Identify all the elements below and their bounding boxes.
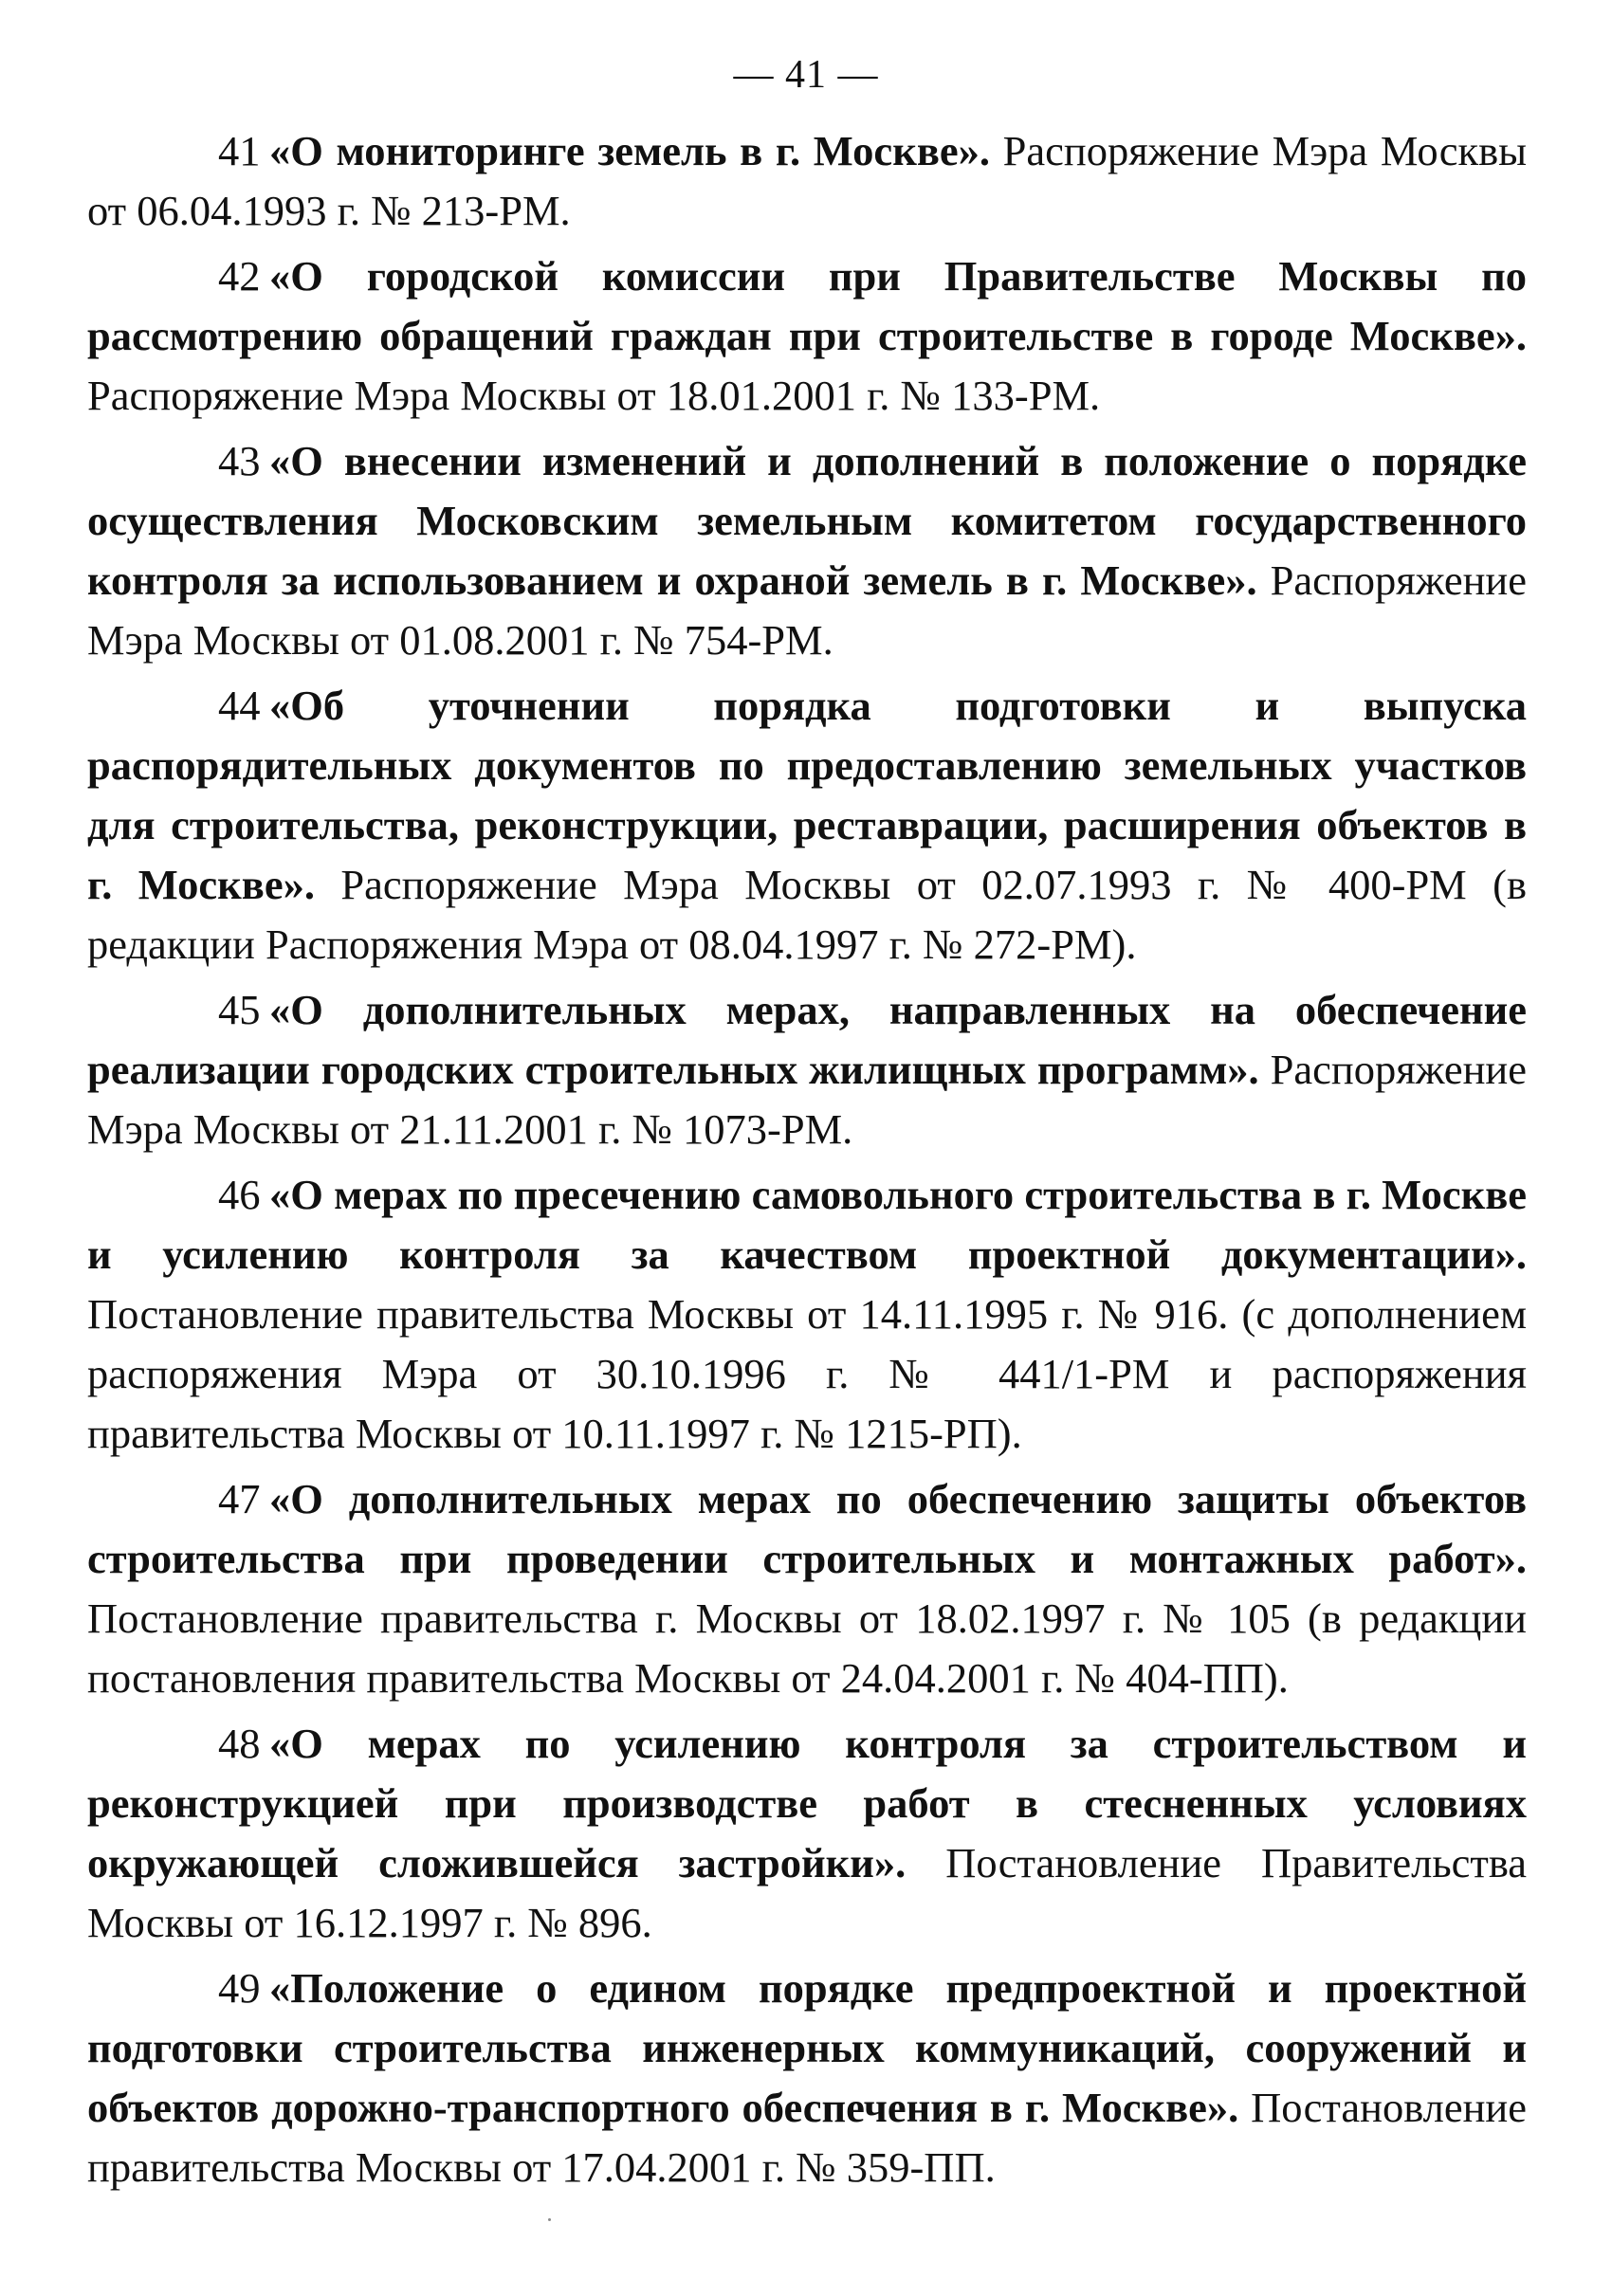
entry-number: 48 (218, 1720, 261, 1767)
entry-number: 43 (218, 437, 261, 484)
entry-title: «О мерах по усилению контроля за строительством и реконструкцией при производстве работ в стесненных условиях окружающей сложившейся застройки». (87, 1720, 1527, 1886)
entry-source: Распоряжение Мэра Москвы от 06.04.1993 г. № 213-РМ. (87, 127, 1528, 234)
list-item (87, 246, 1527, 426)
entry-title: «О дополнительных мерах, направленных на обеспечение реализации городских строительных жилищных программ». (87, 986, 1527, 1093)
scan-speck (548, 2218, 551, 2221)
entry-title: «Об уточнении порядка подготовки и выпуска распорядительных документов по предоставлению земельных участков для строительства, реконструкции, реставрации, расширения объектов в г. Москве». (87, 682, 1527, 908)
entry-source: Распоряжение Мэра Москвы от 01.08.2001 г. № 754-РМ. (87, 556, 1527, 664)
entry-source: Распоряжение Мэра Москвы от 18.01.2001 г. № 133-РМ. (87, 372, 1101, 419)
list-item (87, 1469, 1527, 1708)
entry-source: Постановление правительства Москвы от 17.04.2001 г. № 359-ПП. (87, 2084, 1527, 2191)
entry-source: Распоряжение Мэра Москвы от 21.11.2001 г. № 1073-РМ. (87, 1046, 1527, 1153)
list-item (87, 676, 1527, 975)
page-number: — 41 — (733, 53, 879, 97)
entry-number: 42 (218, 252, 261, 300)
list-item (87, 1165, 1527, 1464)
list-item (87, 980, 1527, 1159)
entry-title: «О мониторинге земель в г. Москве». (269, 127, 990, 174)
entry-source: Распоряжение Мэра Москвы от 02.07.1993 г. № 400-РМ (в редакции Распоряжения Мэра от 08.04.1997 г. № 272-РМ). (87, 861, 1528, 968)
entry-title: «О дополнительных мерах по обеспечению защиты объектов строительства при проведении строительных и монтажных работ». (87, 1475, 1527, 1582)
entry-source: Постановление правительства г. Москвы от 18.02.1997 г. № 105 (в редакции постановления правительства Москвы от 24.04.2001 г. № 404-ПП). (87, 1594, 1527, 1702)
list-item (87, 1959, 1527, 2197)
list-item (87, 1714, 1527, 1953)
list-item (87, 431, 1527, 670)
entry-source: Постановление правительства Москвы от 14.11.1995 г. № 916. (с дополнением распоряжения Мэра от 30.10.1996 г. № 441/1-РМ и распоряжения правительства Москвы от 10.11.1997 г. № 1215-РП). (87, 1290, 1527, 1457)
list-item (87, 121, 1527, 241)
entry-title: «О городской комиссии при Правительстве Москвы по рассмотрению обращений граждан при строительстве в городе Москве». (87, 252, 1527, 359)
entry-source: Постановление Правительства Москвы от 16.12.1997 г. № 896. (87, 1839, 1527, 1946)
entry-number: 45 (218, 986, 261, 1033)
entry-number: 49 (218, 1964, 261, 2012)
entry-title: «О мерах по пресечению самовольного строительства в г. Москве и усилению контроля за качеством проектной документации». (87, 1171, 1527, 1278)
entry-title: «О внесении изменений и дополнений в положение о порядке осуществления Московским земельным комитетом государственного контроля за использованием и охраной земель в г. Москве». (87, 437, 1527, 604)
entry-number: 47 (218, 1475, 261, 1522)
entry-title: «Положение о едином порядке предпроектной и проектной подготовки строительства инженерных коммуникаций, сооружений и объектов дорожно-транспортного обеспечения в г. Москве». (87, 1964, 1527, 2131)
legal-acts-list (87, 121, 1527, 2203)
entry-number: 44 (218, 682, 261, 729)
entry-number: 41 (218, 127, 261, 174)
entry-number: 46 (218, 1171, 261, 1218)
